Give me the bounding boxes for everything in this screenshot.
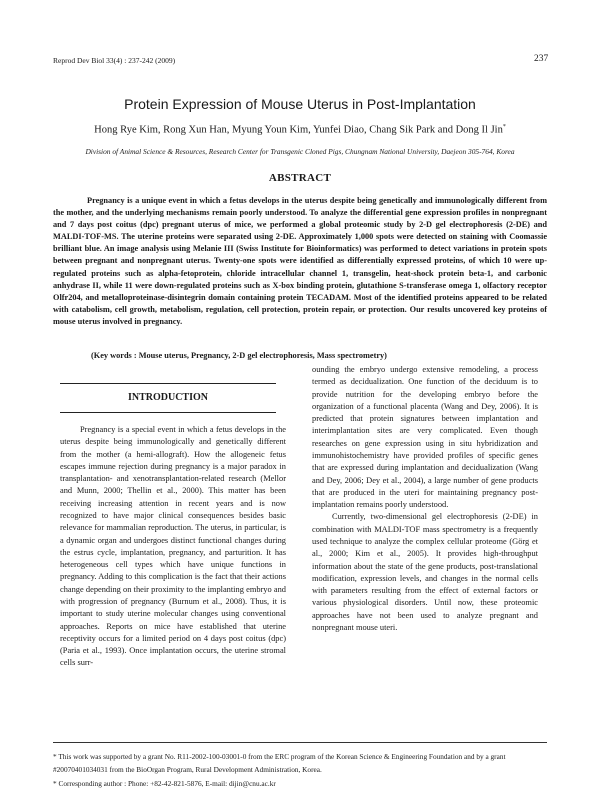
author-list xyxy=(0,124,600,136)
funding-footnote: * This work was supported by a grant No. R11-2002-100-03001-0 from the ERC program of the Korean Science & Engineering Foundation and by a grant #20070401034031 from the BioOrgan Program, Rural Development Administration, Korea. xyxy=(53,752,506,774)
introduction-heading: INTRODUCTION xyxy=(127,392,208,403)
footnote-divider xyxy=(53,742,547,743)
introduction-left-column: Pregnancy is a special event in which a fetus develops in the uterus despite being immunologically and genetically different from the mother (a hemi-allograft). How the allogeneic fetus escapes immune rejection during pregnancy is a major paradox in transplantation- and xenotransplantation-related research (Mellor and Munn, 2000; Thellin et al., 2000). This matter has been receiving increasing attention in recent years and is now recognized to have major clinical consequences besides basic relevance for mammalian reproduction. The uterus, in particular, is a dynamic organ and undergoes distinct functional changes during the estrus cycle, implantation, pregnancy, and parturition. It has heterogeneous cell types which have unique functions in pregnancy. Adding to this complication is the fact that their actions change depending on their proximity to the implanting embryo and with progression of pregnancy (Burnum et al., 2008). Thus, it is important to study uterine molecular changes using conventional approaches. Reports on mice have established that uterine receptivity occurs for a limited period on 4 days post coitus (dpc) (Paria et al., 1993). Once implantation occurs, the uterine stromal cells surr- xyxy=(60,425,286,668)
affiliation: Division of Animal Science & Resources, Research Center for Transgenic Cloned Pigs, Chungnam National University, Daejeon 305-764, Korea xyxy=(85,147,515,156)
corresponding-author-footnote: * Corresponding author : Phone: +82-42-821-5876, E-mail: dijin@cnu.ac.kr xyxy=(53,779,276,788)
right-column-paragraph-1: ounding the embryo undergo extensive remodeling, a process termed as decidualization. One function of the deciduum is to provide nutrition for the developing embryo before the organization of a functional placenta (Wang and Dey, 2006). It is predicted that protein signatures between implantation and interimplantation sites are very complicated. Even though researches on gene expression using in situ hybridization and immunohistochemistry have provided profiles of specific genes that are expressed during implantation and decidualization (Wang and Dey, 2006; Dey et al., 2004), a large number of gene products that are produced in the uteri for maintaining pregnancy post-implantation remains poorly understood. xyxy=(312,365,538,510)
corresponding-mark: * xyxy=(502,124,506,130)
abstract-heading: ABSTRACT xyxy=(268,172,332,184)
paper-title: Protein Expression of Mouse Uterus in Post-Implantation xyxy=(124,96,476,112)
page-number: 237 xyxy=(534,54,549,64)
right-column-paragraph-2: Currently, two-dimensional gel electrophoresis (2-DE) in combination with MALDI-TOF mass spectrometry is a frequently used technique to analyze the complex cellular proteome (Görg et al., 2000; Kim et al., 2005). It provides high-throughput information about the state of the gene products, post-translational modification, expression levels, and changes in the normal cells with parameters resulting from the effect of external factors or various physiological disorders. Until now, these proteomic approaches have not been used to analyze pregnant and nonpregnant mouse uteri. xyxy=(312,512,538,632)
introduction-heading-box xyxy=(60,383,276,413)
abstract-text: Pregnancy is a unique event in which a fetus develops in the uterus despite being genetically and immunologically different from the mother, and the underlying mechanisms remain poorly understood. To analyze the differential gene expression profiles in nonpregnant and 7 days post coitus (dpc) pregnant uterus of mice, we performed a global proteomic study by 2-D gel electrophoresis (2-DE) and MALDI-TOF-MS. The uterine proteins were separated using 2-DE. Approximately 1,000 spots were detected on staining with Coomassie brilliant blue. An image analysis using Melanie III (Swiss Institute for Bioinformatics) was performed to detect variations in protein spots between pregnant and nonpregnant uterus. Twenty-one spots were identified as differentially expressed proteins, of which 10 were up-regulated proteins such as alpha-fetoprotein, chloride intracellular channel 1, transgelin, heat-shock protein beta-1, and carbonic anhydrase II, while 11 were down-regulated proteins such as X-box binding protein, glutathione S-transferase omega 1, olfactory receptor Olfr204, and metalloproteinase-disintegrin domain containing protein TECADAM. Most of the identified proteins appeared to be related with catabolism, cell growth, metabolism, regulation, cell protection, protein repair, or protection. Our results uncovered key proteins of mouse uterus involved in pregnancy. xyxy=(53,196,547,326)
author-names: Hong Rye Kim, Rong Xun Han, Myung Youn Kim, Yunfei Diao, Chang Sik Park and Dong Il Jin xyxy=(94,124,503,136)
keywords xyxy=(53,350,547,362)
journal-reference: Reprod Dev Biol 33(4) : 237-242 (2009) xyxy=(53,56,176,65)
introduction-right-column xyxy=(312,364,538,634)
keywords-text: (Key words : Mouse uterus, Pregnancy, 2-D gel electrophoresis, Mass spectrometry) xyxy=(91,351,387,360)
